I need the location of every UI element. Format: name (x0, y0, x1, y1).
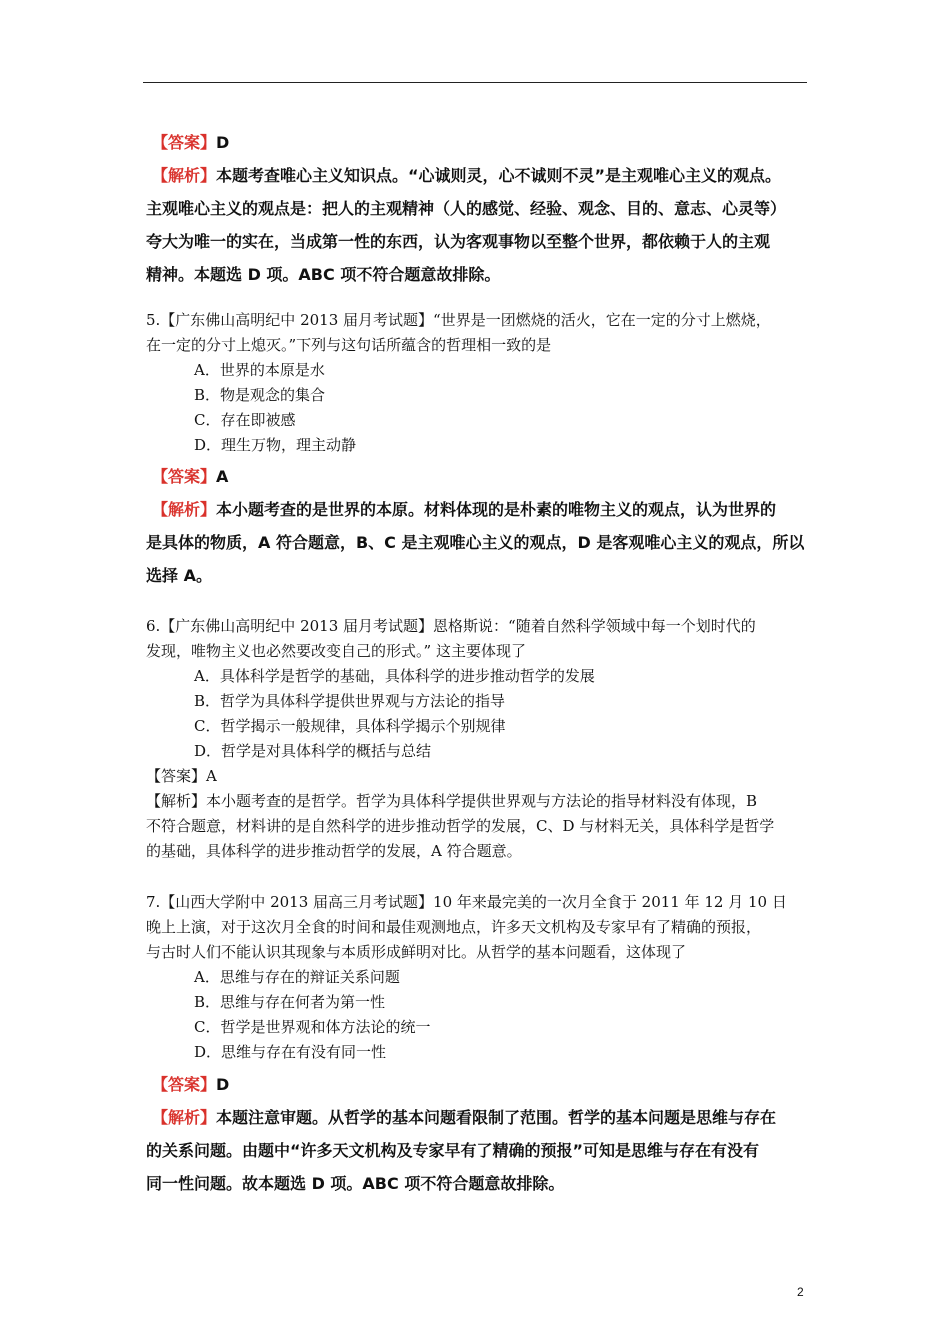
q6-stem: 6.【广东佛山高明纪中 2013 届月考试题】恩格斯说：“随着自然科学领域中每一个划时代的 发现，唯物主义也必然要改变自己的形式。” 这主要体现了 A．具体科学是哲学的基础，具体科学的进步推动哲学的发展 B．哲学为具体科学提供世界观与方法论的指导 C．哲学揭示一般规律，具体科学揭示个别规律 D．哲学是对具体科学的概括与总结 【答案】A 【解析】本小题考查的是哲学。哲学为具体科学提供世界观与方法论的指导材料没有体现，B 不符合题意，材料讲的是自然科学的进步推动哲学的发展，C、D 与材料无关，具体科学是哲学 的基础，具体科学的进步推动哲学的发展，A 符合题意。 (146, 614, 826, 864)
q5-analysis-line-1: 【解析】本小题考查的是世界的本原。材料体现的是朴素的唯物主义的观点，认为世界的 (152, 500, 777, 519)
answer-label: 【答案】 (152, 133, 217, 152)
analysis-label: 【解析】 (152, 166, 217, 185)
q6-option-b: B．哲学为具体科学提供世界观与方法论的指导 (194, 692, 506, 710)
q5-analysis-line-2: 是具体的物质，A 符合题意，B、C 是主观唯心主义的观点，D 是客观唯心主义的观点，所以 (146, 533, 805, 552)
q5-analysis-line-3: 选择 A。 (146, 566, 212, 585)
page-number: 2 (797, 1285, 804, 1299)
q6-option-a: A．具体科学是哲学的基础，具体科学的进步推动哲学的发展 (194, 667, 595, 685)
analysis-label: 【解析】 (152, 500, 217, 519)
q4-answer-block (146, 126, 826, 291)
q5-answer (146, 460, 826, 493)
q7-option-d: D．思维与存在有没有同一性 (194, 1043, 387, 1061)
q5-answer-block (146, 460, 826, 592)
header-rule (143, 82, 807, 83)
analysis-label: 【解析】 (152, 1108, 217, 1127)
q6-option-c: C．哲学揭示一般规律，具体科学揭示个别规律 (194, 717, 506, 735)
q7-analysis-line-3: 同一性问题。故本题选 D 项。ABC 项不符合题意故排除。 (146, 1174, 565, 1193)
q5-option-b: B．物是观念的集合 (194, 386, 326, 404)
q7-option-a: A．思维与存在的辩证关系问题 (194, 968, 400, 986)
q6-analysis-line-3: 的基础，具体科学的进步推动哲学的发展，A 符合题意。 (146, 842, 522, 860)
q7-answer-block (146, 1068, 826, 1200)
q6-analysis-line-2: 不符合题意，材料讲的是自然科学的进步推动哲学的发展，C、D 与材料无关，具体科学是哲学 (146, 817, 775, 835)
answer-value: D (216, 1075, 230, 1094)
q7-option-b: B．思维与存在何者为第一性 (194, 993, 386, 1011)
q4-analysis-line-4: 精神。本题选 D 项。ABC 项不符合题意故排除。 (146, 265, 501, 284)
q4-analysis-line-2: 主观唯心主义的观点是：把人的主观精神（人的感觉、经验、观念、目的、意志、心灵等） (146, 199, 787, 218)
q6-option-d: D．哲学是对具体科学的概括与总结 (194, 742, 432, 760)
q7-answer (146, 1068, 826, 1101)
q5-option-c: C．存在即被感 (194, 411, 296, 429)
q6-answer: 【答案】A (146, 767, 217, 785)
answer-label: 【答案】 (152, 467, 217, 486)
answer-value: A (216, 467, 229, 486)
q7-analysis-line-1: 【解析】本题注意审题。从哲学的基本问题看限制了范围。哲学的基本问题是思维与存在 (152, 1108, 777, 1127)
q7-analysis-line-2: 的关系问题。由题中“许多天文机构及专家早有了精确的预报”可知是思维与存在有没有 (146, 1141, 760, 1160)
answer-value: D (216, 133, 230, 152)
q7-option-c: C．哲学是世界观和体方法论的统一 (194, 1018, 431, 1036)
q4-analysis-line-3: 夸大为唯一的实在，当成第一性的东西，认为客观事物以至整个世界，都依赖于人的主观 (146, 232, 771, 251)
q5-option-d: D．理生万物，理主动静 (194, 436, 357, 454)
q7-stem: 7.【山西大学附中 2013 届高三月考试题】10 年来最完美的一次月全食于 2011 年 12 月 10 日 晚上上演，对于这次月全食的时间和最佳观测地点，许多天文机构及专家早有了精确的预报， 与古时人们不能认识其现象与本质形成鲜明对比。从哲学的基本问题看，这体现了 A．思维与存在的辩证关系问题 B．思维与存在何者为第一性 C．哲学是世界观和体方法论的统一 D．思维与存在有没有同一性 (146, 890, 826, 1065)
q4-answer (146, 126, 826, 159)
q4-analysis-line-1: 【解析】本题考查唯心主义知识点。“心诚则灵，心不诚则不灵”是主观唯心主义的观点。 (152, 166, 782, 185)
q6-analysis-line-1: 【解析】本小题考查的是哲学。哲学为具体科学提供世界观与方法论的指导材料没有体现，B (146, 792, 758, 810)
answer-label: 【答案】 (152, 1075, 217, 1094)
q5-stem: 5.【广东佛山高明纪中 2013 届月考试题】“世界是一团燃烧的活火，它在一定的分寸上燃烧， 在一定的分寸上熄灭。”下列与这句话所蕴含的哲理相一致的是 A．世界的本原是水 B．物是观念的集合 C．存在即被感 D．理生万物，理主动静 (146, 308, 826, 458)
q5-option-a: A．世界的本原是水 (194, 361, 325, 379)
